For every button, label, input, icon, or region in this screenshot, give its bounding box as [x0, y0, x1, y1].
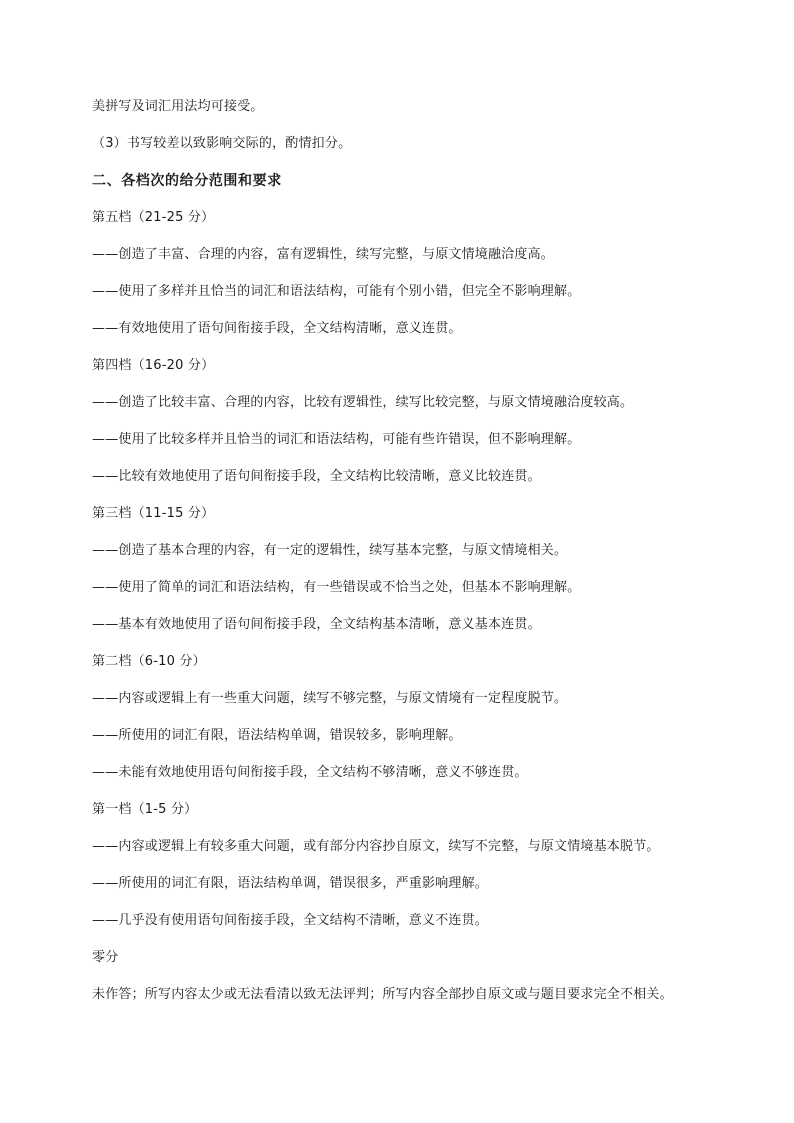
level-5-title: 第五档（21-25 分） [92, 210, 215, 225]
level-4-title: 第四档（16-20 分） [92, 358, 215, 373]
level-1-item-3: ——几乎没有使用语句间衔接手段，全文结构不清晰，意义不连贯。 [92, 913, 489, 928]
intro-line-2: （3）书写较差以致影响交际的，酌情扣分。 [92, 136, 352, 151]
level-2-item-2: ——所使用的词汇有限，语法结构单调，错误较多，影响理解。 [92, 728, 462, 743]
level-4-item-2: ——使用了比较多样并且恰当的词汇和语法结构，可能有些许错误，但不影响理解。 [92, 432, 581, 447]
level-3-item-2: ——使用了简单的词汇和语法结构，有一些错误或不恰当之处，但基本不影响理解。 [92, 580, 581, 595]
level-2-title: 第二档（6-10 分） [92, 654, 206, 669]
level-3-item-1: ——创造了基本合理的内容，有一定的逻辑性，续写基本完整，与原文情境相关。 [92, 543, 568, 558]
level-1-title: 第一档（1-5 分） [92, 802, 198, 817]
zero-text: 未作答；所写内容太少或无法看清以致无法评判；所写内容全部抄自原文或与题目要求完全不相关。 [92, 987, 673, 1002]
level-4-item-1: ——创造了比较丰富、合理的内容，比较有逻辑性，续写比较完整，与原文情境融洽度较高。 [92, 395, 634, 410]
level-2-item-3: ——未能有效地使用语句间衔接手段，全文结构不够清晰，意义不够连贯。 [92, 765, 528, 780]
level-3-item-3: ——基本有效地使用了语句间衔接手段，全文结构基本清晰，意义基本连贯。 [92, 617, 541, 632]
level-2-item-1: ——内容或逻辑上有一些重大问题，续写不够完整，与原文情境有一定程度脱节。 [92, 691, 568, 706]
level-1-item-2: ——所使用的词汇有限，语法结构单调，错误很多，严重影响理解。 [92, 876, 489, 891]
intro-line-1: 美拼写及词汇用法均可接受。 [92, 99, 264, 114]
zero-title: 零分 [92, 950, 119, 965]
level-5-item-1: ——创造了丰富、合理的内容，富有逻辑性，续写完整，与原文情境融洽度高。 [92, 247, 555, 262]
section-heading: 二、各档次的给分范围和要求 [92, 173, 282, 189]
level-5-item-2: ——使用了多样并且恰当的词汇和语法结构，可能有个别小错，但完全不影响理解。 [92, 284, 581, 299]
level-1-item-1: ——内容或逻辑上有较多重大问题，或有部分内容抄自原文，续写不完整，与原文情境基本脱节。 [92, 839, 660, 854]
level-5-item-3: ——有效地使用了语句间衔接手段，全文结构清晰，意义连贯。 [92, 321, 462, 336]
level-4-item-3: ——比较有效地使用了语句间衔接手段，全文结构比较清晰，意义比较连贯。 [92, 469, 541, 484]
level-3-title: 第三档（11-15 分） [92, 506, 215, 521]
